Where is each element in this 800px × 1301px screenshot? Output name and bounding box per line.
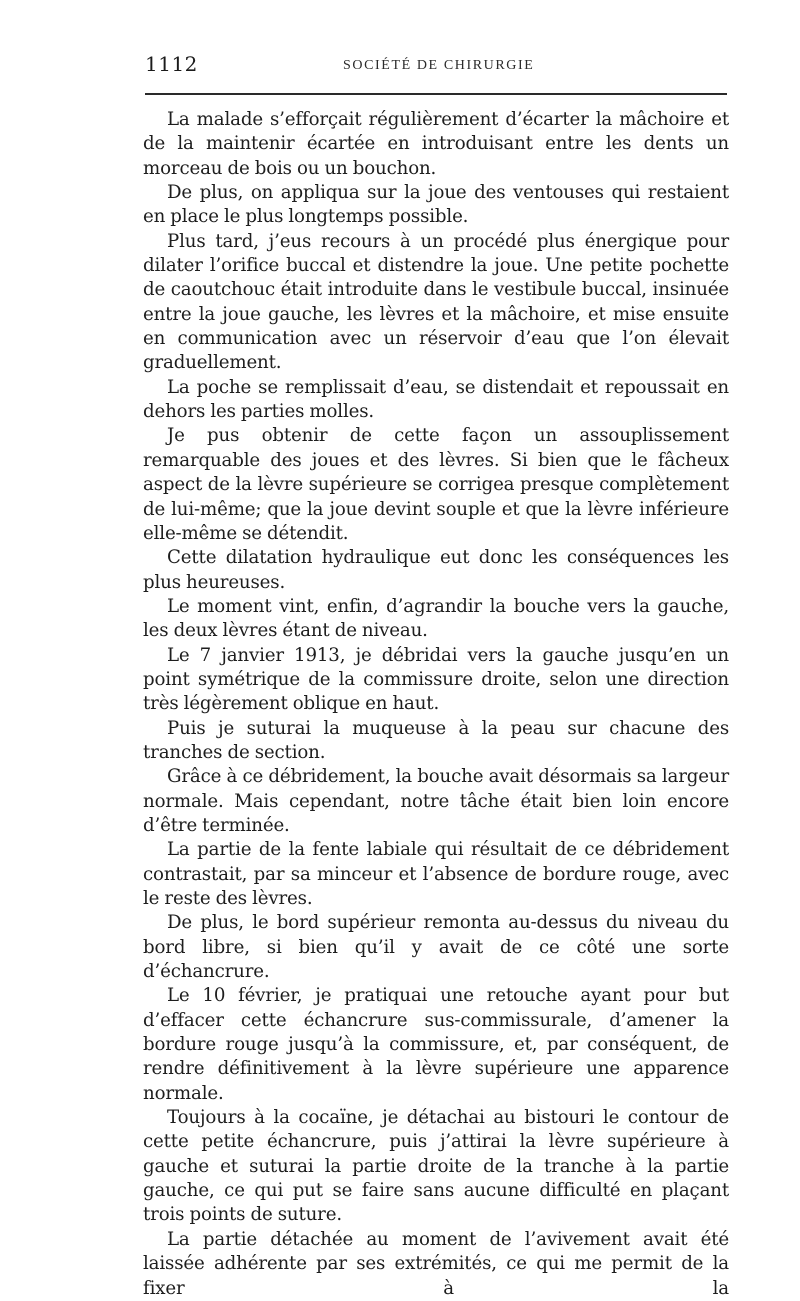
running-head: SOCIÉTÉ DE CHIRURGIE [343, 58, 535, 73]
paragraph: Toujours à la cocaïne, je détachai au bistouri le contour de cette petite échancrure, puis j’attirai la lèvre supérieure à gauche et suturai la partie droite de la tranche à la partie gauche, ce qui put se faire sans aucune difficulté en plaçant trois points de suture. [143, 1107, 729, 1226]
paragraph: Cette dilatation hydraulique eut donc les conséquences les plus heureuses. [143, 547, 729, 593]
paragraph: La partie de la fente labiale qui résultait de ce débridement contrastait, par sa minceur et l’absence de bordure rouge, avec le reste des lèvres. [143, 839, 729, 909]
paragraph: De plus, le bord supérieur remonta au-dessus du niveau du bord libre, si bien qu’il y avait de ce côté une sorte d’échancrure. [143, 912, 729, 983]
paragraph: Grâce à ce débridement, la bouche avait désormais sa largeur normale. Mais cependant, notre tâche était bien loin encore d’être terminée. [143, 766, 729, 836]
paragraph: Puis je suturai la muqueuse à la peau sur chacune des tranches de section. [143, 717, 729, 763]
body-text [143, 108, 729, 1301]
paragraph: Le 10 février, je pratiquai une retouche ayant pour but d’effacer cette échancrure sus-commissurale, d’amener la bordure rouge jusqu’à la commissure, et, par conséquent, de rendre définitivement à la lèvre supérieure une apparence normale. [143, 985, 729, 1104]
page-header [145, 52, 727, 82]
paragraph: De plus, on appliqua sur la joue des ventouses qui restaient en place le plus longtemps possible. [143, 182, 729, 228]
page-number: 1112 [145, 52, 198, 76]
paragraph: Le 7 janvier 1913, je débridai vers la gauche jusqu’en un point symétrique de la commissure droite, selon une direction très légèrement oblique en haut. [143, 644, 729, 715]
paragraph-continued: La partie détachée au moment de l’avivement avait été laissée adhérente par ses extrémités, ce qui me permit de la fixer à la [143, 1228, 729, 1299]
paragraph: La poche se remplissait d’eau, se distendait et repoussait en dehors les parties molles. [143, 376, 729, 423]
paragraph: Plus tard, j’eus recours à un procédé plus énergique pour dilater l’orifice buccal et distendre la joue. Une petite pochette de caoutchouc était introduite dans le vestibule buccal, insinuée entre la joue gauche, les lèvres et la mâchoire, et mise ensuite en communication avec un réservoir d’eau que l’on élevait graduellement. [143, 230, 729, 374]
paragraph: Le moment vint, enfin, d’agrandir la bouche vers la gauche, les deux lèvres étant de niveau. [143, 595, 729, 642]
header-rule [145, 93, 727, 95]
paragraph: La malade s’efforçait régulièrement d’écarter la mâchoire et de la maintenir écartée en introduisant entre les dents un morceau de bois ou un bouchon. [143, 109, 729, 179]
paragraph: Je pus obtenir de cette façon un assouplissement remarquable des joues et des lèvres. Si bien que le fâcheux aspect de la lèvre supérieure se corrigea presque complètement de lui-même; que la joue devint souple et que la lèvre inférieure elle-même se détendit. [143, 425, 729, 544]
